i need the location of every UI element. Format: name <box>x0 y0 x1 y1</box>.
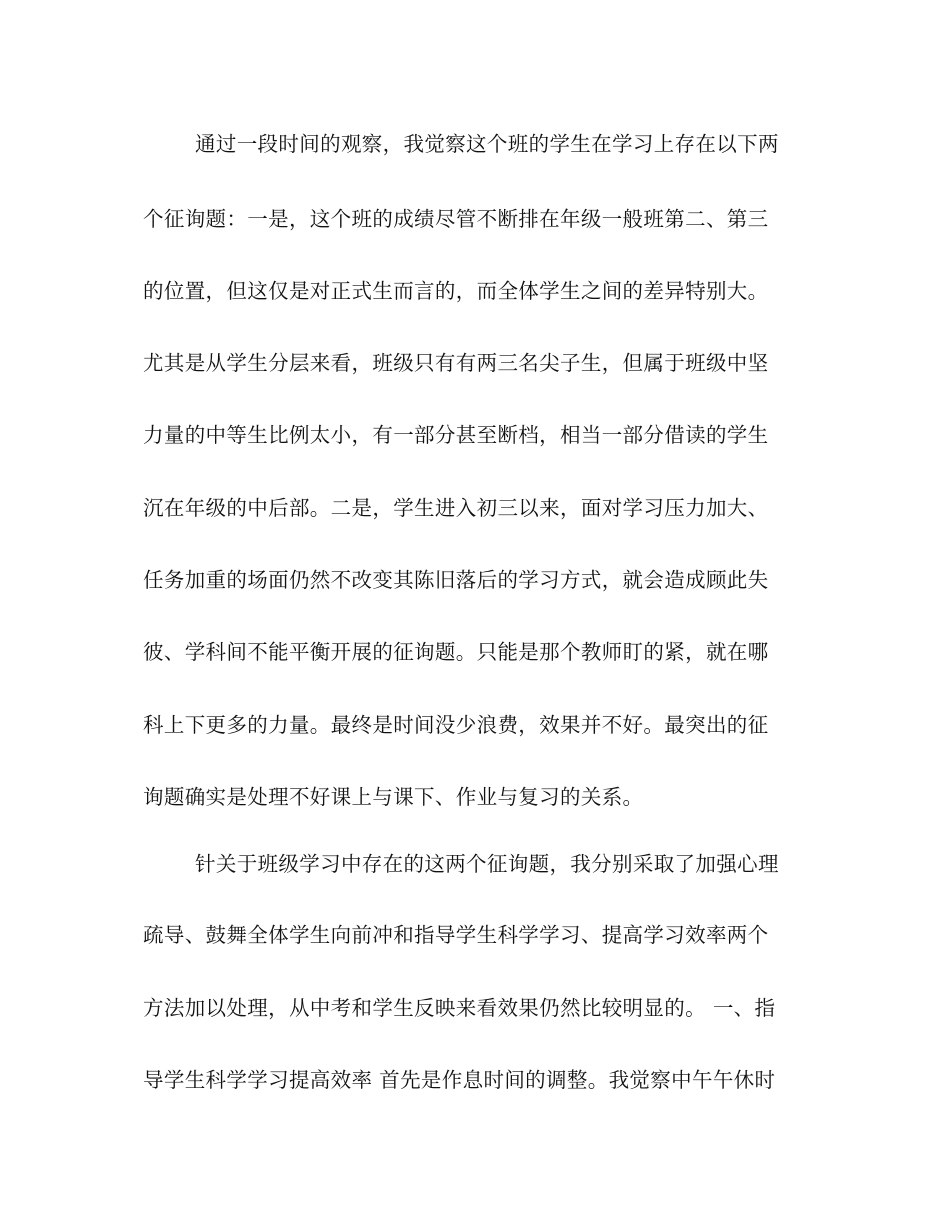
paragraph-1-line-9: 科上下更多的力量。最终是时间没少浪费，效果并不好。最突出的征 <box>143 713 769 737</box>
paragraph-1-line-4: 尤其是从学生分层来看，班级只有有两三名尖子生，但属于班级中坚 <box>143 351 769 375</box>
paragraph-1-line-2: 个征询题：一是，这个班的成绩尽管不断排在年级一般班第二、第三 <box>143 207 769 231</box>
paragraph-1-line-5: 力量的中等生比例太小，有一部分甚至断档，相当一部分借读的学生 <box>143 423 769 447</box>
paragraph-1-line-8: 彼、学科间不能平衡开展的征询题。只能是那个教师盯的紧，就在哪 <box>143 640 769 664</box>
paragraph-1-line-1: 通过一段时间的观察，我觉察这个班的学生在学习上存在以下两 <box>195 132 779 156</box>
paragraph-2-line-3: 方法加以处理，从中考和学生反映来看效果仍然比较明显的。 一、指 <box>143 996 776 1020</box>
paragraph-1-line-6: 沉在年级的中后部。二是，学生进入初三以来，面对学习压力加大、 <box>143 496 769 520</box>
paragraph-2-line-2: 疏导、鼓舞全体学生向前冲和指导学生科学学习、提高学习效率两个 <box>143 923 769 947</box>
paragraph-1-line-3: 的位置，但这仅是对正式生而言的，而全体学生之间的差异特别大。 <box>143 279 769 303</box>
paragraph-2-line-4: 导学生科学学习提高效率 首先是作息时间的调整。我觉察中午午休时 <box>143 1068 776 1092</box>
paragraph-2-line-1: 针关于班级学习中存在的这两个征询题，我分别采取了加强心理 <box>195 852 779 876</box>
paragraph-1-line-7: 任务加重的场面仍然不改变其陈旧落后的学习方式，就会造成顾此失 <box>143 568 769 592</box>
paragraph-1-line-10: 询题确实是处理不好课上与课下、作业与复习的关系。 <box>143 785 644 809</box>
